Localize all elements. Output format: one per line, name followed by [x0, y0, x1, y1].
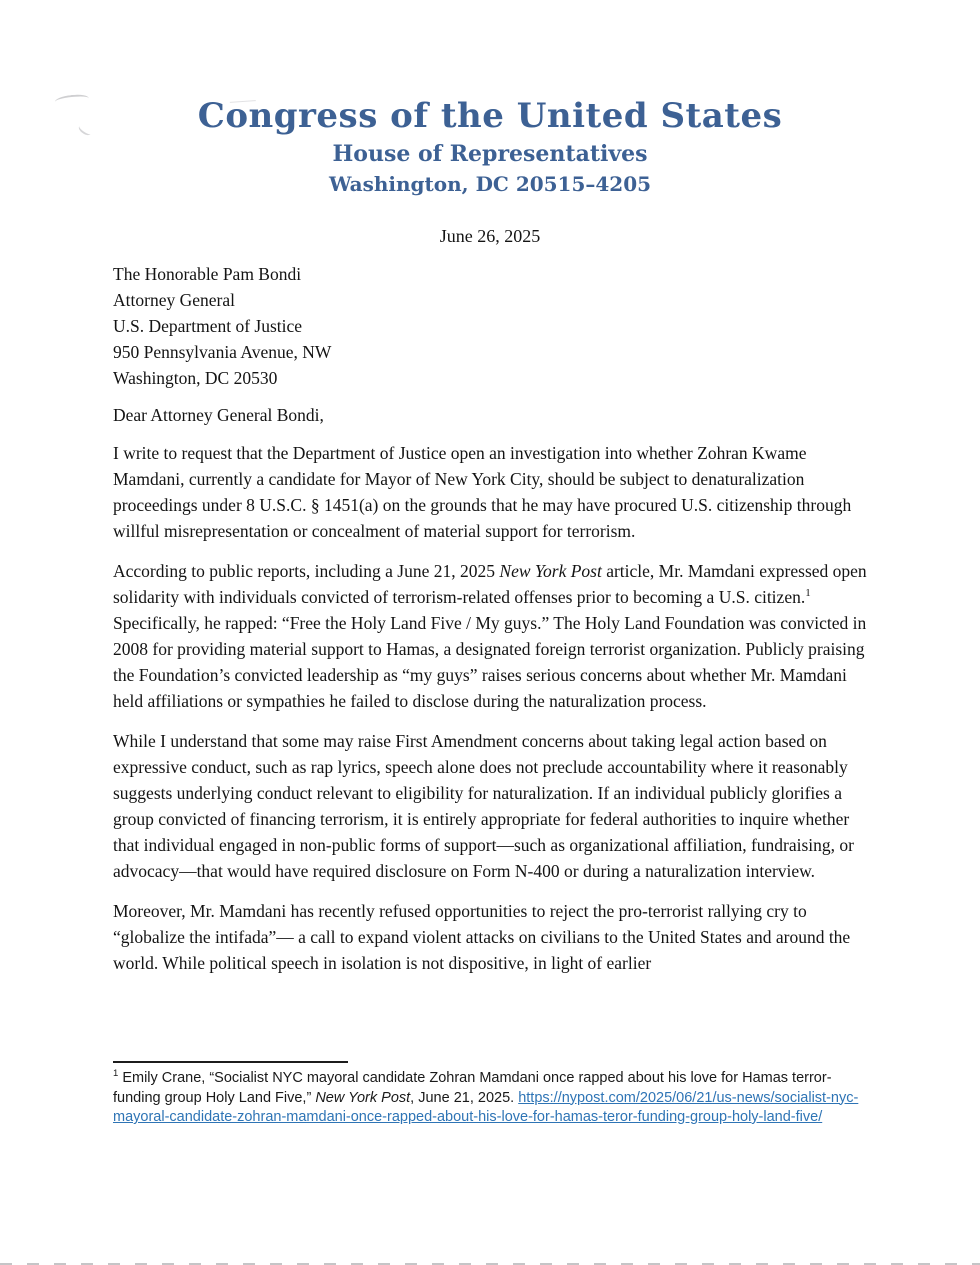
footnote-reference-1: 1	[805, 587, 811, 600]
footnote-article-link[interactable]: https://nypost.com/2025/06/21/us-news/socialist-nyc-mayoral-candidate-zohran-mamdani-once-rapped-about-his-love-for-hamas-teror-funding-group-holy-land-five/	[113, 1089, 859, 1125]
recipient-name: The Honorable Pam Bondi	[113, 264, 302, 284]
recipient-agency: U.S. Department of Justice	[113, 316, 303, 336]
letter-body	[113, 440, 875, 990]
letterhead-subtitle: House of Representatives	[332, 141, 648, 167]
salutation: Dear Attorney General Bondi,	[113, 405, 324, 425]
recipient-street: 950 Pennsylvania Avenue, NW	[113, 342, 332, 362]
footnote-1	[113, 1069, 875, 1128]
p2-text-b: article, Mr. Mamdani expressed open solidarity with individuals convicted of terrorism-related offenses prior to becoming a U.S. citizen.	[113, 561, 867, 607]
letter-date: June 26, 2025	[439, 226, 541, 246]
body-paragraph-2	[113, 558, 875, 714]
body-paragraph-4: Moreover, Mr. Mamdani has recently refused opportunities to reject the pro-terrorist rallying cry to “globalize the intifada”— a call to expand violent attacks on civilians to the United States and around the world. While political speech in isolation is not dispositive, in light of earlier	[113, 901, 851, 973]
body-paragraph-3: While I understand that some may raise First Amendment concerns about taking legal action based on expressive conduct, such as rap lyrics, speech alone does not preclude accountability where it reasonably suggests underlying conduct relevant to eligibility for naturalization. If an individual publicly glorifies a group convicted of financing terrorism, it is entirely appropriate for federal authorities to inquire whether that individual engaged in non-public forms of support—such as organizational affiliation, fundraising, or advocacy—that would have required disclosure on Form N-400 or during a naturalization interview.	[113, 731, 854, 881]
p2-italic-publication: New York Post	[499, 561, 602, 581]
footnote-section	[113, 1053, 875, 1128]
footnote-text-b: , June 21, 2025.	[410, 1089, 519, 1106]
footnote-text-a: Emily Crane, “Socialist NYC mayoral candidate Zohran Mamdani once rapped about his love for Hamas terror-funding group Holy Land Five,”	[113, 1070, 832, 1106]
footnote-italic-publication: New York Post	[315, 1089, 411, 1106]
footnote-marker: 1	[113, 1068, 119, 1080]
p2-text-c: Specifically, he rapped: “Free the Holy Land Five / My guys.” The Holy Land Foundation was convicted in 2008 for providing material support to Hamas, a designated foreign terrorist organization. Publicly praising the Foundation’s convicted leadership as “my guys” raises serious concerns about whether Mr. Mamdani held affiliations or sympathies he failed to disclose during the naturalization process.	[113, 613, 867, 711]
footnote-separator-rule	[113, 1061, 348, 1063]
letterhead-address: Washington, DC 20515–4205	[328, 172, 652, 196]
recipient-title: Attorney General	[113, 290, 235, 310]
recipient-city: Washington, DC 20530	[113, 368, 278, 388]
recipient-address-block	[113, 261, 331, 391]
letterhead-title: Congress of the United States	[197, 96, 783, 136]
body-paragraph-1: I write to request that the Department of Justice open an investigation into whether Zohran Kwame Mamdani, currently a candidate for Mayor of New York City, should be subject to denaturalization proceedings under 8 U.S.C. § 1451(a) on the grounds that he may have procured U.S. citizenship through willful misrepresentation or concealment of material support for terrorism.	[113, 443, 852, 541]
p2-text-a: According to public reports, including a June 21, 2025	[113, 561, 500, 581]
congressional-letterhead	[0, 96, 980, 197]
